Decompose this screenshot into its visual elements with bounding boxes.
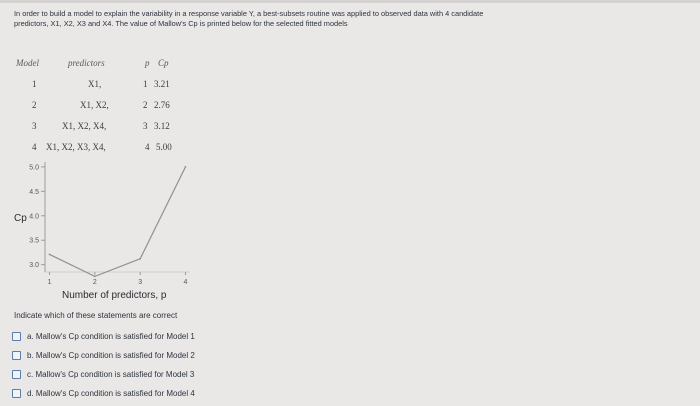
- table-row-3-model: 3: [32, 121, 37, 131]
- cp-data-point: [139, 258, 141, 260]
- table-row-3-cp: 3.12: [154, 121, 170, 131]
- y-axis-title: Cp: [14, 213, 27, 224]
- table-row-1-p: 1: [143, 79, 148, 89]
- table-row-1-predictors: X1,: [88, 79, 102, 89]
- question-prompt: Indicate which of these statements are correct: [14, 311, 178, 320]
- checkbox-d[interactable]: [12, 389, 21, 398]
- x-tick-label: 1: [47, 279, 52, 286]
- y-tick-label: 3.5: [29, 237, 39, 245]
- checkbox-b[interactable]: [12, 351, 21, 360]
- table-row-2-cp: 2.76: [154, 100, 170, 110]
- option-a[interactable]: [12, 327, 195, 346]
- option-b-label: b. Mallow's Cp condition is satisfied for Model 2: [27, 351, 195, 360]
- problem-line-1: In order to build a model to explain the variability in a response variable Y, a best-subsets routine was applied to observed data with 4 candidate: [14, 9, 484, 18]
- table-row-2-model: 2: [32, 100, 37, 110]
- table-row-3-p: 3: [143, 121, 148, 131]
- cp-data-point: [185, 166, 187, 168]
- checkbox-c[interactable]: [12, 370, 21, 379]
- y-tick-label: 5.0: [29, 164, 39, 172]
- cp-data-point: [94, 276, 96, 278]
- y-ticks: [29, 164, 45, 269]
- checkbox-a[interactable]: [12, 332, 21, 341]
- x-axis-title: Number of predictors, p: [62, 290, 167, 301]
- table-row-4-cp: 5.00: [156, 142, 172, 152]
- option-d-label: d. Mallow's Cp condition is satisfied for Model 4: [27, 389, 195, 398]
- table-row-3-predictors: X1, X2, X4,: [62, 121, 107, 131]
- table-header-predictors: predictors: [68, 58, 105, 68]
- problem-line-2: predictors, X1, X2, X3 and X4. The value of Mallow's Cp is printed below for the selected fitted models: [14, 18, 348, 28]
- table-row-2-predictors: X1, X2,: [80, 100, 109, 110]
- table-row-1-model: 1: [32, 79, 37, 89]
- table-row-4-predictors: X1, X2, X3, X4,: [46, 142, 106, 152]
- option-d[interactable]: [12, 384, 195, 403]
- y-tick-label: 4.0: [29, 213, 39, 221]
- table-row-4-model: 4: [32, 142, 37, 152]
- x-tick-label: 2: [92, 279, 97, 286]
- table-header-model: Model: [16, 58, 39, 68]
- option-a-label: a. Mallow's Cp condition is satisfied for Model 1: [27, 332, 195, 341]
- cp-series-line: [50, 167, 186, 277]
- y-tick-label: 3.0: [29, 262, 39, 270]
- x-tick-label: 4: [183, 279, 188, 286]
- table-row-1-cp: 3.21: [154, 79, 170, 89]
- answer-options: [12, 327, 195, 403]
- table-header-cp: Cp: [158, 58, 169, 68]
- y-tick-label: 4.5: [29, 188, 39, 196]
- x-ticks: [48, 272, 188, 286]
- cp-data-point: [49, 254, 51, 256]
- table-header-p: p: [145, 58, 150, 68]
- option-c[interactable]: [12, 365, 195, 384]
- option-c-label: c. Mallow's Cp condition is satisfied for Model 3: [27, 370, 195, 379]
- option-b[interactable]: [12, 346, 195, 365]
- table-row-4-p: 4: [145, 142, 150, 152]
- x-tick-label: 3: [138, 279, 143, 286]
- table-row-2-p: 2: [143, 100, 148, 110]
